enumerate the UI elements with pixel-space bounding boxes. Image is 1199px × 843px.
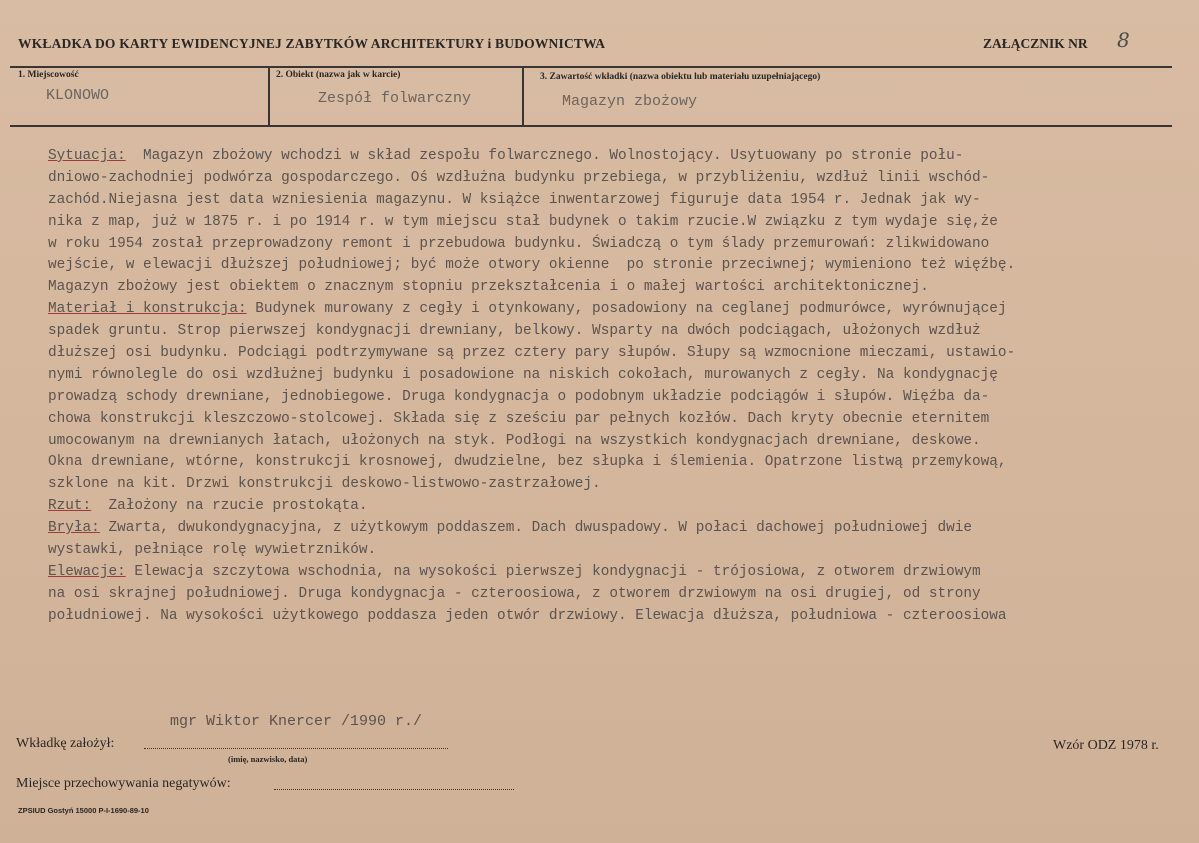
author-value: mgr Wiktor Knercer /1990 r./ [170,713,423,730]
section-heading: Materiał i konstrukcja: [48,301,247,318]
field-object-label: 2. Obiekt (nazwa jak w karcie) [276,70,401,80]
field-content-label: 3. Zawartość wkładki (nazwa obiektu lub materiału uzupełniającego) [540,72,821,82]
attachment-number: 8 [1117,28,1130,52]
text-line [48,343,1198,365]
author-label: Wkładkę założył: [16,736,115,751]
text-line [48,562,1198,584]
line-text: prowadzą schody drewniane, jednobiegowe. Druga kondygnacja o podobnym układzie podciągów i słupów. Więźba da- [48,388,990,405]
line-text: nika z map, już w 1875 r. i po 1914 r. w tym miejscu stał budynek o takim rzucie.W związku z tym wydaje się,że [48,213,998,230]
line-text: chowa konstrukcji kleszczowo-stolcowej. Składa się z sześciu par pełnych kozłów. Dach kryty obecnie eternitem [48,410,990,427]
negatives-line [274,789,514,790]
text-line [48,518,1198,540]
text-line [48,168,1198,190]
line-text: Założony na rzucie prostokąta. [91,498,368,515]
line-text: umocowanym na drewnianych łatach, ułożonych na styk. Podłogi na wszystkich kondygnacjach drewniane, deskowe. [48,432,981,449]
line-text: wejście, w elewacji dłuższej południowej; być może otwory okienne po stronie przeciwnej; wymieniono też więźbę. [48,257,1016,274]
negatives-label: Miejsce przechowywania negatywów: [16,776,231,791]
text-line [48,452,1198,474]
fields-rule [10,125,1172,127]
text-line [48,496,1198,518]
line-text: Budynek murowany z cegły i otynkowany, posadowiony na ceglanej podmurówce, wyrównującej [246,301,1007,318]
line-text: wystawki, pełniące rolę wywietrzników. [48,542,377,559]
text-line [48,299,1198,321]
line-text: na osi skrajnej południowej. Druga kondygnacja - czteroosiowa, z otworem drzwiowym na osi drugiej, od strony [48,585,981,602]
line-text: dłuższej osi budynku. Podciągi podtrzymywane są przez cztery pary słupów. Słupy są wzmocnione mieczami, ustawio- [48,345,1016,362]
text-line [48,255,1198,277]
line-text: Zwarta, dwukondygnacyjna, z użytkowym poddaszem. Dach dwuspadowy. W połaci dachowej południowej dwie [99,520,973,537]
line-text: Okna drewniane, wtórne, konstrukcji krosnowej, dwudzielne, bez słupka i ślemienia. Opatrzone listwą przemykową, [48,454,1007,471]
attachment-label: ZAŁĄCZNIK NR [983,36,1088,51]
section-heading: Sytuacja: [48,148,126,164]
text-line [48,146,1198,168]
field-location-value: KLONOWO [46,87,110,104]
field-content-value: Magazyn zbożowy [562,93,698,110]
line-text: spadek gruntu. Strop pierwszej kondygnacji drewniany, belkowy. Wsparty na dwóch podciągach, ułożonych wzdłuż [48,323,981,340]
text-line [48,234,1198,256]
text-line [48,365,1198,387]
text-line [48,409,1198,431]
text-line [48,277,1198,299]
form-code: Wzór ODZ 1978 r. [1053,738,1159,753]
header-rule [10,66,1172,68]
text-line [48,387,1198,409]
line-text: zachód.Niejasna jest data wzniesienia magazynu. W książce inwentarzowej figuruje data 1954 r. Jednak jak wy- [48,191,981,208]
text-line [48,190,1198,212]
text-line [48,540,1198,562]
text-line [48,321,1198,343]
section-heading: Rzut: [48,498,92,515]
field-divider-2 [522,67,524,126]
line-text: południowej. Na wysokości użytkowego poddasza jeden otwór drzwiowy. Elewacja dłuższa, południowa - czteroosiowa [48,607,1007,624]
section-heading: Bryła: [48,520,100,537]
line-text: nymi równolegle do osi wzdłużnej budynku i posadowione na niskich cokołach, murowanych z cegły. Na kondygnację [48,366,998,383]
printer-imprint: ZPSIUD Gostyń 15000 P-I-1690-89-10 [18,806,149,815]
line-text: Magazyn zbożowy wchodzi w skład zespołu folwarcznego. Wolnostojący. Usytuowany po stronie połu- [125,148,964,164]
line-text: w roku 1954 został przeprowadzony remont i przebudowa budynku. Świadczą o tym ślady przemurowań: zlikwidowano [48,235,990,252]
text-line [48,212,1198,234]
field-divider-1 [268,67,270,126]
text-line [48,584,1198,606]
line-text: szklone na kit. Drzwi konstrukcji deskowo-listwowo-zastrzałowej. [48,476,601,493]
line-text: Elewacja szczytowa wschodnia, na wysokości pierwszej kondygnacji - trójosiowa, z otworem drzwiowym [125,563,981,580]
field-location-label: 1. Miejscowość [18,70,79,80]
field-object-value: Zespół folwarczny [318,90,472,107]
line-text: dniowo-zachodniej podwórza gospodarczego. Oś wzdłużna budynku przebiega, w przybliżeniu, wzdłuż linii wschód- [48,169,990,186]
line-text: Magazyn zbożowy jest obiektem o znacznym stopniu przekształcenia i o małej wartości architektonicznej. [48,279,929,296]
author-line [144,748,448,749]
section-heading: Elewacje: [48,563,126,580]
description-text [48,146,1198,628]
text-line [48,474,1198,496]
card-title: WKŁADKA DO KARTY EWIDENCYJNEJ ZABYTKÓW ARCHITEKTURY i BUDOWNICTWA [18,36,606,51]
text-line [48,431,1198,453]
text-line [48,606,1198,628]
author-hint: (imię, nazwisko, data) [228,754,308,764]
